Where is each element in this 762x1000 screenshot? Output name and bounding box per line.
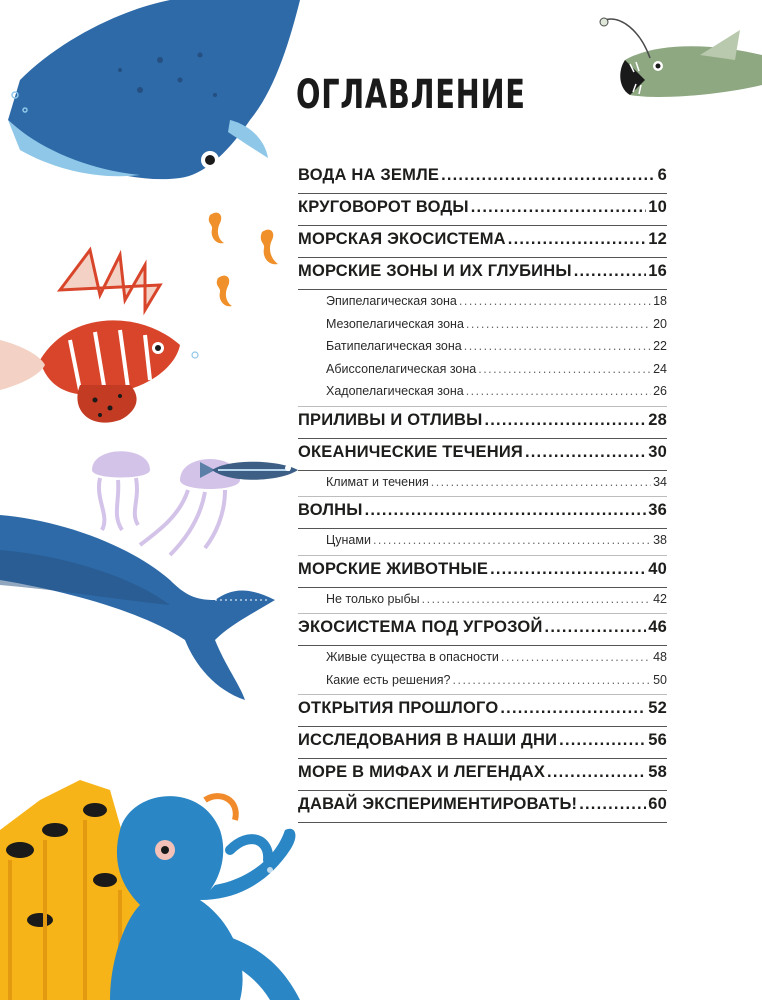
toc-subsection-entry-page-number: 20 [653, 316, 667, 331]
toc-chapter-entry-page-number: 60 [648, 795, 667, 813]
toc-chapter-entry[interactable] [298, 556, 667, 588]
toc-chapter-entry[interactable] [298, 226, 667, 258]
leader-dots [441, 166, 656, 185]
leader-dots [422, 592, 651, 606]
lionfish-illustration [0, 250, 198, 423]
toc-chapter-entry-label: МОРЕ В МИФАХ И ЛЕГЕНДАХ [298, 763, 546, 781]
toc-subsection-entry-label: Абиссопелагическая зона [326, 361, 477, 376]
leader-dots [574, 262, 647, 281]
leader-dots [525, 443, 646, 462]
leader-dots [545, 618, 647, 637]
toc-subsection-entry[interactable] [298, 588, 667, 611]
toc-chapter-entry-label: ВОЛНЫ [298, 501, 363, 519]
toc-subsection-group [298, 646, 667, 695]
toc-subsection-entry-page-number: 48 [653, 650, 667, 664]
leader-dots [466, 317, 651, 331]
toc-subsection-entry[interactable] [298, 290, 667, 313]
toc-chapter-entry-label: МОРСКИЕ ЗОНЫ И ИХ ГЛУБИНЫ [298, 262, 572, 280]
toc-subsection-entry-label: Не только рыбы [326, 591, 420, 606]
leader-dots [373, 533, 651, 547]
toc-subsection-entry[interactable] [298, 358, 667, 381]
toc-chapter-entry-page-number: 56 [648, 731, 667, 749]
toc-chapter-entry[interactable] [298, 194, 667, 226]
toc-chapter-entry-label: МОРСКАЯ ЭКОСИСТЕМА [298, 230, 506, 248]
toc-subsection-entry-label: Мезопелагическая зона [326, 316, 464, 331]
toc-subsection-entry[interactable] [298, 669, 667, 692]
toc-chapter-entry-label: ОКЕАНИЧЕСКИЕ ТЕЧЕНИЯ [298, 442, 523, 461]
whale-illustration [0, 515, 275, 700]
toc-chapter-entry-page-number: 10 [648, 198, 667, 216]
leader-dots [471, 198, 646, 217]
page-title: ОГЛАВЛЕНИЕ [296, 72, 526, 118]
toc-chapter-entry-label: МОРСКИЕ ЖИВОТНЫЕ [298, 559, 489, 578]
leader-dots [547, 763, 646, 782]
toc-chapter-entry-page-number: 12 [648, 230, 667, 248]
toc-chapter-entry-label: ДАВАЙ ЭКСПЕРИМЕНТИРОВАТЬ! [298, 795, 578, 813]
toc-subsection-entry-page-number: 34 [653, 474, 667, 489]
manta-ray-illustration [8, 0, 300, 179]
leader-dots [579, 795, 646, 814]
toc-chapter-entry-page-number: 16 [648, 262, 667, 280]
leader-dots [464, 339, 651, 353]
toc-subsection-entry-page-number: 24 [653, 361, 667, 376]
toc-subsection-entry-label: Эпипелагическая зона [326, 294, 457, 308]
leader-dots [500, 699, 646, 718]
leader-dots [466, 384, 651, 398]
toc-subsection-entry[interactable] [298, 313, 667, 336]
toc-chapter-entry-page-number: 6 [657, 166, 667, 184]
toc-chapter-entry[interactable] [298, 791, 667, 823]
toc-chapter-entry[interactable] [298, 727, 667, 759]
leader-dots [508, 230, 646, 249]
leader-dots [459, 294, 651, 308]
leader-dots [478, 362, 651, 376]
toc-subsection-entry-label: Батипелагическая зона [326, 339, 462, 353]
leader-dots [559, 731, 646, 750]
toc-subsection-entry-page-number: 26 [653, 384, 667, 398]
toc-chapter-entry-label: КРУГОВОРОТ ВОДЫ [298, 198, 469, 216]
table-of-contents [298, 162, 667, 823]
toc-subsection-entry[interactable] [298, 380, 667, 403]
toc-subsection-group [298, 290, 667, 407]
toc-subsection-entry-page-number: 50 [653, 672, 667, 687]
toc-chapter-entry-page-number: 52 [648, 699, 667, 717]
toc-subsection-entry-label: Живые существа в опасности [326, 650, 499, 664]
toc-chapter-entry[interactable] [298, 162, 667, 194]
toc-chapter-entry-label: ПРИЛИВЫ И ОТЛИВЫ [298, 410, 483, 429]
toc-subsection-entry[interactable] [298, 471, 667, 494]
toc-subsection-entry-label: Цунами [326, 533, 371, 547]
toc-subsection-entry-page-number: 42 [653, 591, 667, 606]
toc-subsection-group [298, 588, 667, 615]
toc-subsection-group [298, 529, 667, 556]
toc-chapter-entry[interactable] [298, 759, 667, 791]
toc-subsection-entry-page-number: 18 [653, 294, 667, 308]
toc-subsection-entry-label: Климат и течения [326, 474, 429, 489]
toc-chapter-entry-page-number: 46 [648, 618, 667, 636]
leader-dots [501, 650, 651, 664]
toc-chapter-entry[interactable] [298, 407, 667, 439]
toc-chapter-entry[interactable] [298, 695, 667, 727]
toc-chapter-entry[interactable] [298, 497, 667, 529]
toc-subsection-entry[interactable] [298, 335, 667, 358]
toc-chapter-entry-page-number: 30 [648, 442, 667, 461]
toc-chapter-entry-label: ИССЛЕДОВАНИЯ В НАШИ ДНИ [298, 731, 558, 749]
toc-subsection-entry-label: Хадопелагическая зона [326, 384, 464, 398]
toc-subsection-group [298, 471, 667, 498]
toc-subsection-entry-label: Какие есть решения? [326, 672, 451, 687]
toc-chapter-entry-page-number: 58 [648, 763, 667, 781]
octopus-illustration [110, 796, 300, 1000]
toc-chapter-entry-page-number: 28 [648, 410, 667, 429]
leader-dots [490, 560, 646, 579]
leader-dots [484, 411, 646, 430]
toc-chapter-entry[interactable] [298, 258, 667, 290]
toc-chapter-entry-label: ЭКОСИСТЕМА ПОД УГРОЗОЙ [298, 618, 543, 636]
leader-dots [431, 475, 651, 489]
toc-subsection-entry[interactable] [298, 529, 667, 552]
toc-chapter-entry-label: ВОДА НА ЗЕМЛЕ [298, 166, 440, 184]
toc-subsection-entry-page-number: 38 [653, 533, 667, 547]
toc-subsection-entry-page-number: 22 [653, 339, 667, 353]
leader-dots [453, 673, 652, 687]
toc-chapter-entry[interactable] [298, 614, 667, 646]
toc-chapter-entry[interactable] [298, 439, 667, 471]
toc-chapter-entry-page-number: 40 [648, 559, 667, 578]
toc-subsection-entry[interactable] [298, 646, 667, 669]
toc-chapter-entry-label: ОТКРЫТИЯ ПРОШЛОГО [298, 699, 499, 717]
toc-chapter-entry-page-number: 36 [648, 501, 667, 519]
jellyfish-illustrations [92, 451, 240, 555]
anglerfish-illustration [600, 18, 762, 97]
seahorse-illustrations [209, 213, 278, 307]
leader-dots [365, 501, 647, 520]
